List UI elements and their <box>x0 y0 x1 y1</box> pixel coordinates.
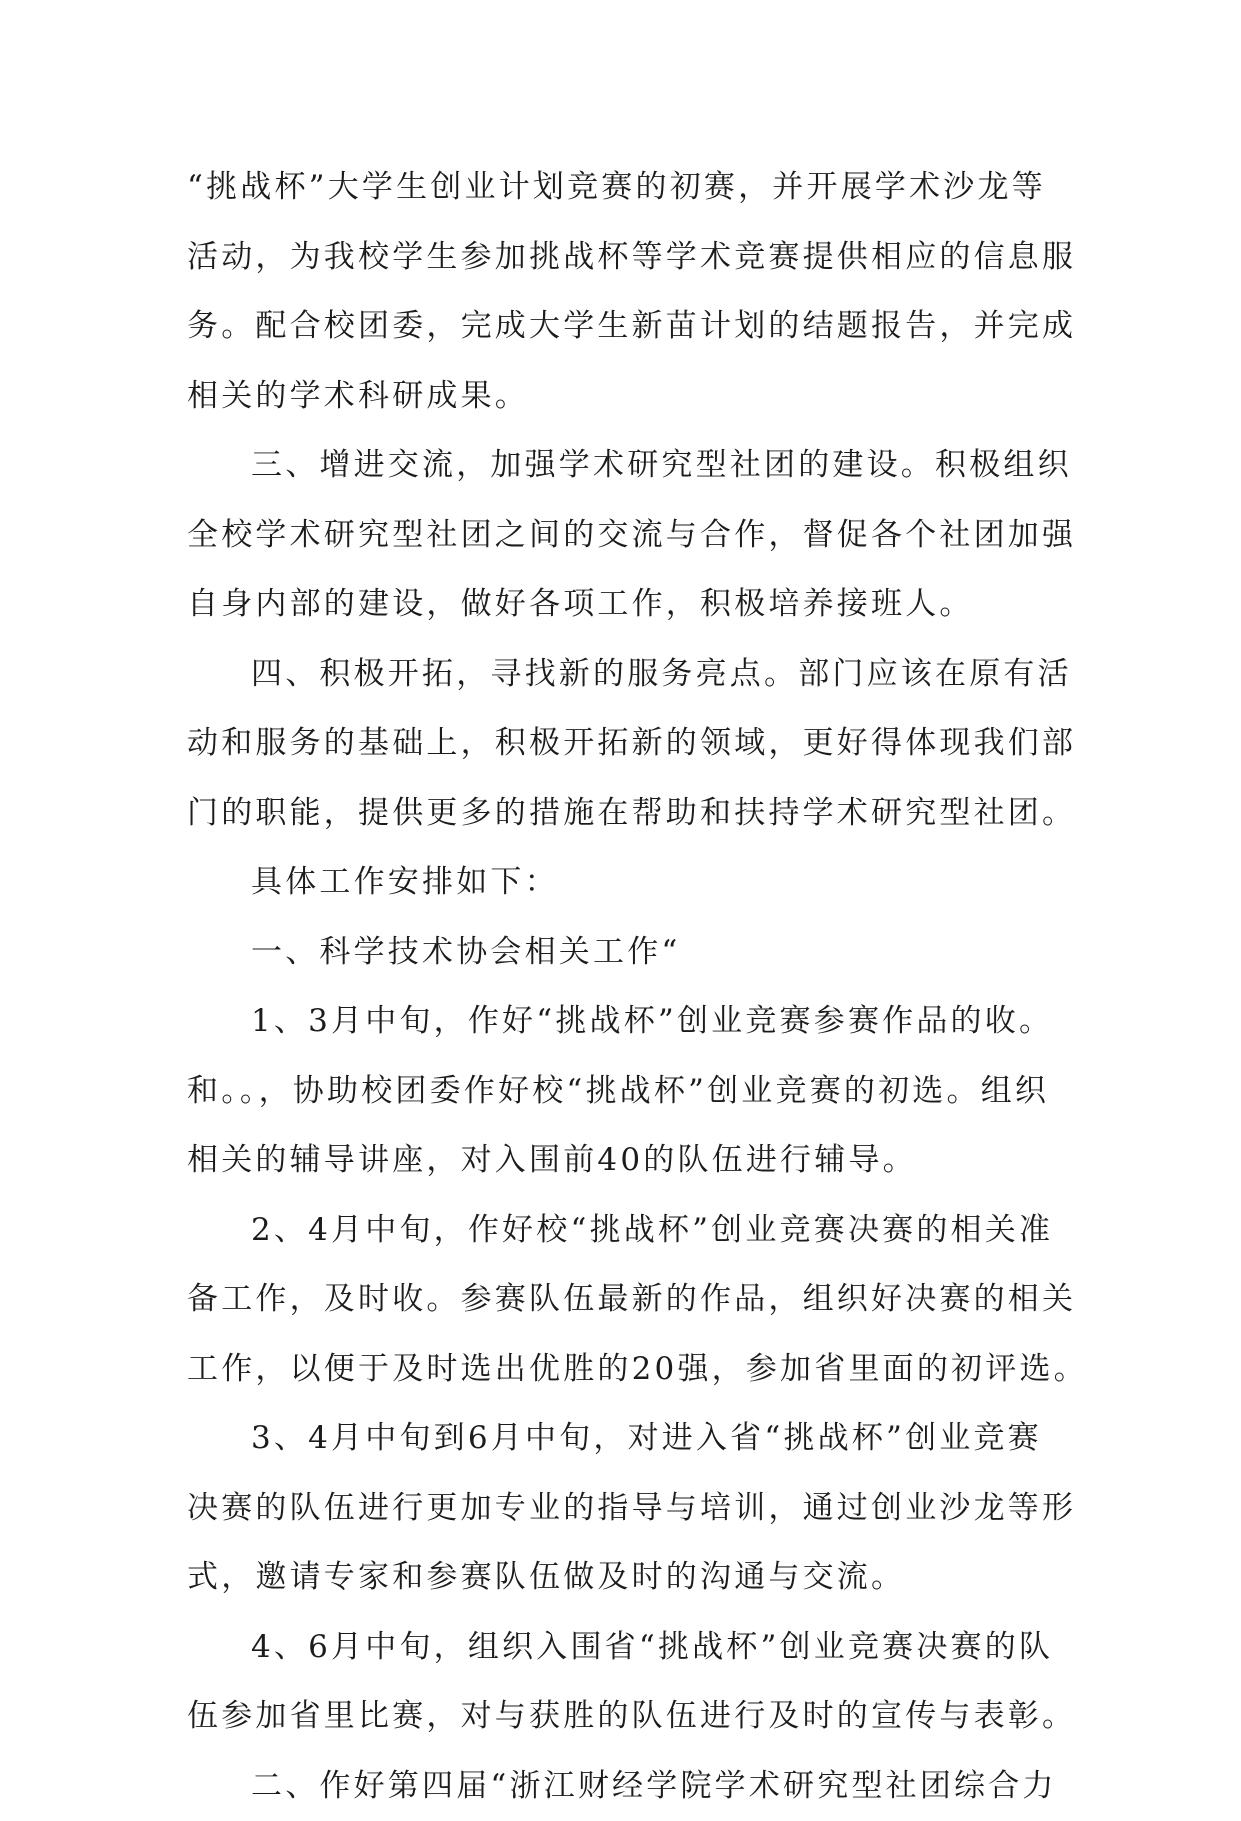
text-line: 具体工作安排如下： <box>187 848 1067 918</box>
text-line: 3、4月中旬到6月中旬，对进入省“挑战杯”创业竞赛 <box>187 1404 1067 1474</box>
text-line: 式，邀请专家和参赛队伍做及时的沟通与交流。 <box>187 1543 1067 1613</box>
text-line: 伍参加省里比赛，对与获胜的队伍进行及时的宣传与表彰。 <box>187 1682 1067 1752</box>
text-line: 二、作好第四届“浙江财经学院学术研究型社团综合力 <box>187 1752 1067 1821</box>
text-line: 务。配合校团委，完成大学生新苗计划的结题报告，并完成 <box>187 292 1067 362</box>
text-line: 相关的辅导讲座，对入围前40的队伍进行辅导。 <box>187 1126 1067 1196</box>
text-line: “挑战杯”大学生创业计划竞赛的初赛，并开展学术沙龙等 <box>187 153 1067 223</box>
text-line: 活动，为我校学生参加挑战杯等学术竞赛提供相应的信息服 <box>187 223 1067 293</box>
text-line: 决赛的队伍进行更加专业的指导与培训，通过创业沙龙等形 <box>187 1474 1067 1544</box>
text-line: 一、科学技术协会相关工作“ <box>187 918 1067 988</box>
text-line: 1、3月中旬，作好“挑战杯”创业竞赛参赛作品的收。 <box>187 987 1067 1057</box>
text-line: 三、增进交流，加强学术研究型社团的建设。积极组织 <box>187 431 1067 501</box>
text-line: 备工作，及时收。参赛队伍最新的作品，组织好决赛的相关 <box>187 1265 1067 1335</box>
text-line: 动和服务的基础上，积极开拓新的领域，更好得体现我们部 <box>187 709 1067 779</box>
text-line: 工作，以便于及时选出优胜的20强，参加省里面的初评选。 <box>187 1335 1067 1405</box>
text-line: 四、积极开拓，寻找新的服务亮点。部门应该在原有活 <box>187 640 1067 710</box>
text-line: 自身内部的建设，做好各项工作，积极培养接班人。 <box>187 570 1067 640</box>
text-line: 相关的学术科研成果。 <box>187 362 1067 432</box>
text-line: 全校学术研究型社团之间的交流与合作，督促各个社团加强 <box>187 501 1067 571</box>
text-line: 4、6月中旬，组织入围省“挑战杯”创业竞赛决赛的队 <box>187 1613 1067 1683</box>
text-line: 门的职能，提供更多的措施在帮助和扶持学术研究型社团。 <box>187 779 1067 849</box>
text-line: 和。。，协助校团委作好校“挑战杯”创业竞赛的初选。组织 <box>187 1057 1067 1127</box>
text-line: 2、4月中旬，作好校“挑战杯”创业竞赛决赛的相关准 <box>187 1196 1067 1266</box>
document-body <box>187 153 1067 1821</box>
